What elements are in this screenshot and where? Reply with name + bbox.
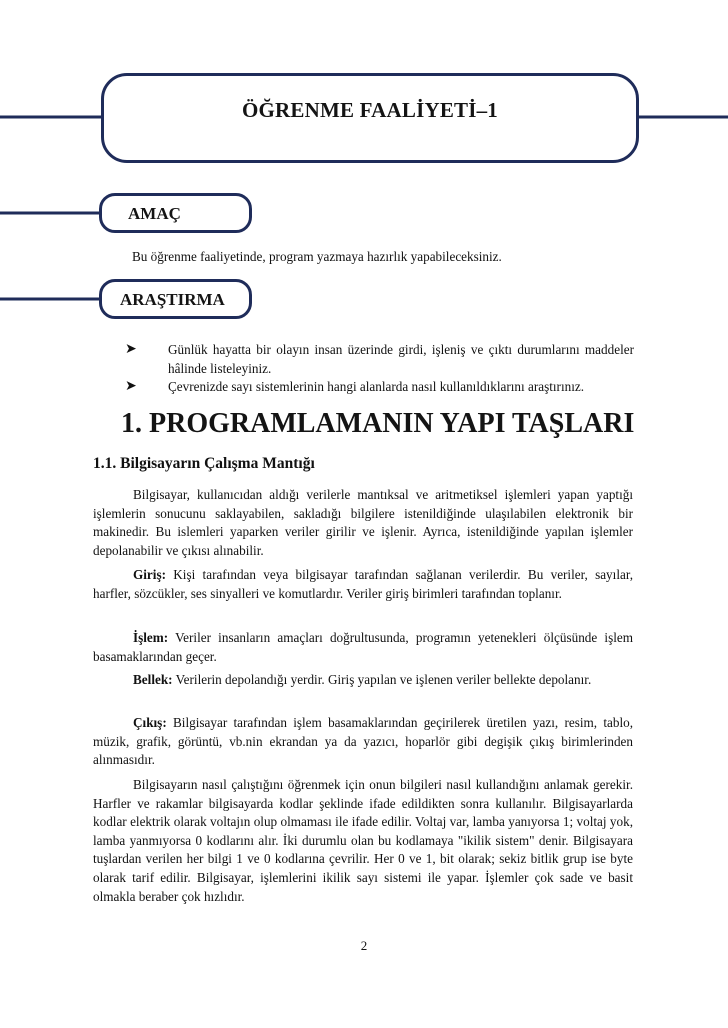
bellek-term: Bellek: bbox=[133, 672, 173, 687]
amac-tag bbox=[99, 193, 252, 233]
bellek-text: Verilerin depolandığı yerdir. Giriş yapılan ve işlenen veriler bellekte depolanır. bbox=[172, 672, 592, 687]
cikis-paragraph bbox=[93, 714, 633, 770]
cikis-text: Bilgisayar tarafından işlem basamaklarından geçirilerek üretilen yazı, resim, tablo, müzik, grafik, görüntü, vb.nin ekrandan ya da yazıcı, hoparlör gibi degişik çıkış birimlerinden alınmasıdır. bbox=[93, 715, 633, 768]
amac-label: AMAÇ bbox=[128, 204, 181, 223]
islem-text: Veriler insanların amaçları doğrultusunda, programın yetenekleri ölçüsünde işlem basamaklarından geçer. bbox=[93, 630, 633, 664]
activity-title: ÖĞRENME FAALİYETİ–1 bbox=[241, 98, 498, 122]
intro-paragraph: Bilgisayar, kullanıcıdan aldığı verilerle mantıksal ve aritmetiksel işlemleri yapan yaptığı işlemlerin sonucunu saklayabilen, sakladığı bilgilere istenildiğinde ulaşılabilen elektronik bir makinedir. Bu islemleri yaparken veriler girilir ve işlenir. Ayrıca, istenildiğinde yapılan işlemler depolanabilir ve çıkısı alınabilir. bbox=[93, 487, 633, 558]
islem-term: İşlem: bbox=[133, 630, 169, 645]
giris-term: Giriş: bbox=[133, 567, 166, 582]
islem-paragraph bbox=[93, 629, 633, 666]
amac-text: Bu öğrenme faaliyetinde, program yazmaya hazırlık yapabileceksiniz. bbox=[132, 249, 502, 264]
page-number: 2 bbox=[360, 938, 368, 953]
arastirma-label: ARAŞTIRMA bbox=[120, 290, 225, 309]
arastirma-tag bbox=[99, 279, 252, 319]
giris-text: Kişi tarafından veya bilgisayar tarafından sağlanan verilerdir. Bu veriler, sayılar, harfler, sözcükler, ses sinyalleri ve komutlardır. Veriler giriş birimleri tarafından toplanır. bbox=[93, 567, 633, 601]
cikis-term: Çıkış: bbox=[133, 715, 167, 730]
bellek-paragraph bbox=[93, 671, 633, 690]
section-heading: 1. PROGRAMLAMANIN YAPI TAŞLARI bbox=[121, 408, 635, 439]
arrow-bullet-icon: ➤ bbox=[125, 379, 137, 394]
section-subheading: 1.1. Bilgisayarın Çalışma Mantığı bbox=[93, 455, 315, 472]
arastirma-item-2: Çevrenizde sayı sistemlerinin hangi alanlarda nasıl kullanıldıklarını araştırınız. bbox=[168, 379, 585, 394]
arastirma-item-1: Günlük hayatta bir olayın insan üzerinde girdi, işleniş ve çıktı durumlarını maddeler hâlinde listeleyiniz. bbox=[168, 342, 634, 376]
giris-paragraph bbox=[93, 566, 633, 603]
arrow-bullet-icon: ➤ bbox=[125, 342, 137, 357]
closing-paragraph: Bilgisayarın nasıl çalıştığını öğrenmek için onun bilgileri nasıl kullandığını anlamak gerekir. Harfler ve rakamlar bilgisayarda kodlar şeklinde ifade edildikten sonra kullanılır. Bilgisayarlarda kodlar elektrik olarak voltajın olup olmaması ile ifade edilir. Voltaj var, lamba yanıyorsa 1; voltaj yok, lamba yanmıyorsa 0 kodlarını alır. İki durumlu olan bu kodlamaya "ikilik sistem" denir. Bilgisayara tuşlardan verilen her bilgi 1 ve 0 kodlarına çevrilir. Her 0 ve 1, bit olarak; sekiz bitlik grup ise byte olarak tarif edilir. Bilgisayar, işlemlerini ikilik sayı sistemi ile yapar. İşlemler çok sade ve basit olmakla beraber çok hızlıdır. bbox=[93, 777, 633, 904]
